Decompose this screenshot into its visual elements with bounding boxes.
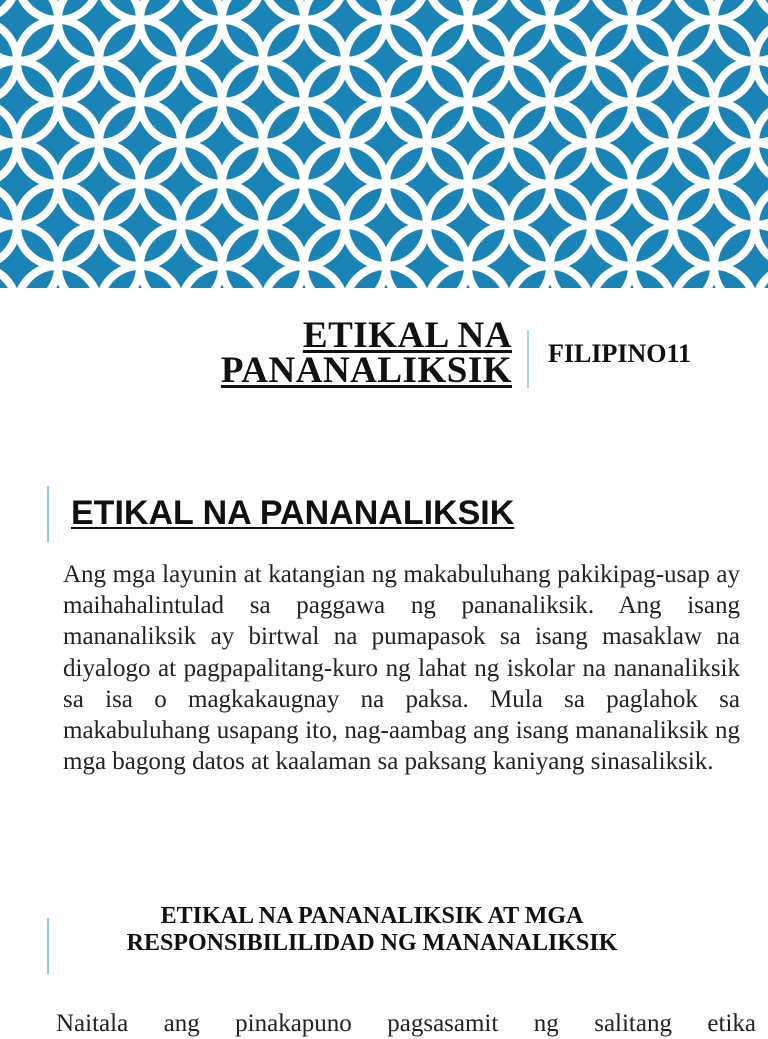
heading-2-line-1: ETIKAL NA PANANALIKSIK AT MGA	[160, 903, 584, 929]
section-heading: ETIKAL NA PANANALIKSIK	[71, 494, 515, 532]
interlocking-circles-pattern	[0, 0, 768, 288]
heading-accent-bar	[47, 486, 49, 542]
body-paragraph: Ang mga layunin at katangian ng makabuluhang pakikipag-usap ay maihahalintulad sa paggawa ng pananaliksik. Ang isang mananaliksik ay birtwal na pumapasok sa isang masaklaw na diyalogo at pagpapalitang-kuro ng lahat ng iskolar na nananaliksik sa isa o magkakaugnay na paksa. Mula sa paglahok sa makabuluhang usapang ito, nag-aambag ang isang mananaliksik ng mga bagong datos at kaalaman sa paksang kaniyang sinasaliksik.	[63, 561, 740, 776]
title-line-1: ETIKAL NA	[302, 315, 512, 356]
subject-label: FILIPINO11	[548, 339, 692, 368]
section-heading-2	[62, 903, 682, 957]
heading-accent-bar-2	[47, 918, 49, 974]
partial-body-text: Naitala ang pinakapuno pagsasamit ng salitang etika	[56, 1010, 756, 1037]
title-line-2: PANANALIKSIK	[220, 350, 512, 391]
heading-2-line-2: RESPONSIBILILIDAD NG MANANALIKSIK	[126, 930, 618, 956]
title-divider	[527, 330, 529, 388]
slide-title	[0, 315, 512, 391]
pattern-banner	[0, 0, 768, 288]
